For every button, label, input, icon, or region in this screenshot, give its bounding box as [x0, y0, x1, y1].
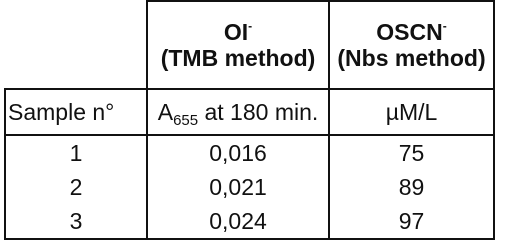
a655-cell: 0,021 [147, 170, 329, 204]
empty-corner-cell [5, 1, 147, 89]
oscn-cell: 75 [329, 135, 494, 170]
sample-cell: 3 [5, 204, 147, 239]
oi-header-cell [147, 1, 329, 89]
oscn-header-cell [329, 1, 494, 89]
a655-cell: 0,024 [147, 204, 329, 239]
unit-header: µM/L [329, 89, 494, 135]
oi-charge: - [248, 19, 253, 33]
table-row [5, 170, 494, 204]
sample-cell: 1 [5, 135, 147, 170]
oscn-method: (Nbs method) [337, 45, 486, 71]
oscn-charge: - [442, 19, 447, 33]
oscn-label: OSCN [376, 19, 443, 45]
header-row [5, 1, 494, 89]
oi-method: (TMB method) [160, 45, 316, 71]
table-row [5, 135, 494, 170]
data-table [4, 0, 495, 240]
oi-label: OI [223, 19, 249, 45]
table-row [5, 204, 494, 239]
a655-header [147, 89, 329, 135]
oscn-cell: 89 [329, 170, 494, 204]
a655-prefix: A [157, 99, 174, 125]
oscn-cell: 97 [329, 204, 494, 239]
subheader-row [5, 89, 494, 135]
a655-cell: 0,016 [147, 135, 329, 170]
sample-number-header: Sample n° [5, 89, 147, 135]
a655-subscript: 655 [173, 112, 199, 129]
a655-suffix: at 180 min. [198, 99, 319, 125]
sample-cell: 2 [5, 170, 147, 204]
